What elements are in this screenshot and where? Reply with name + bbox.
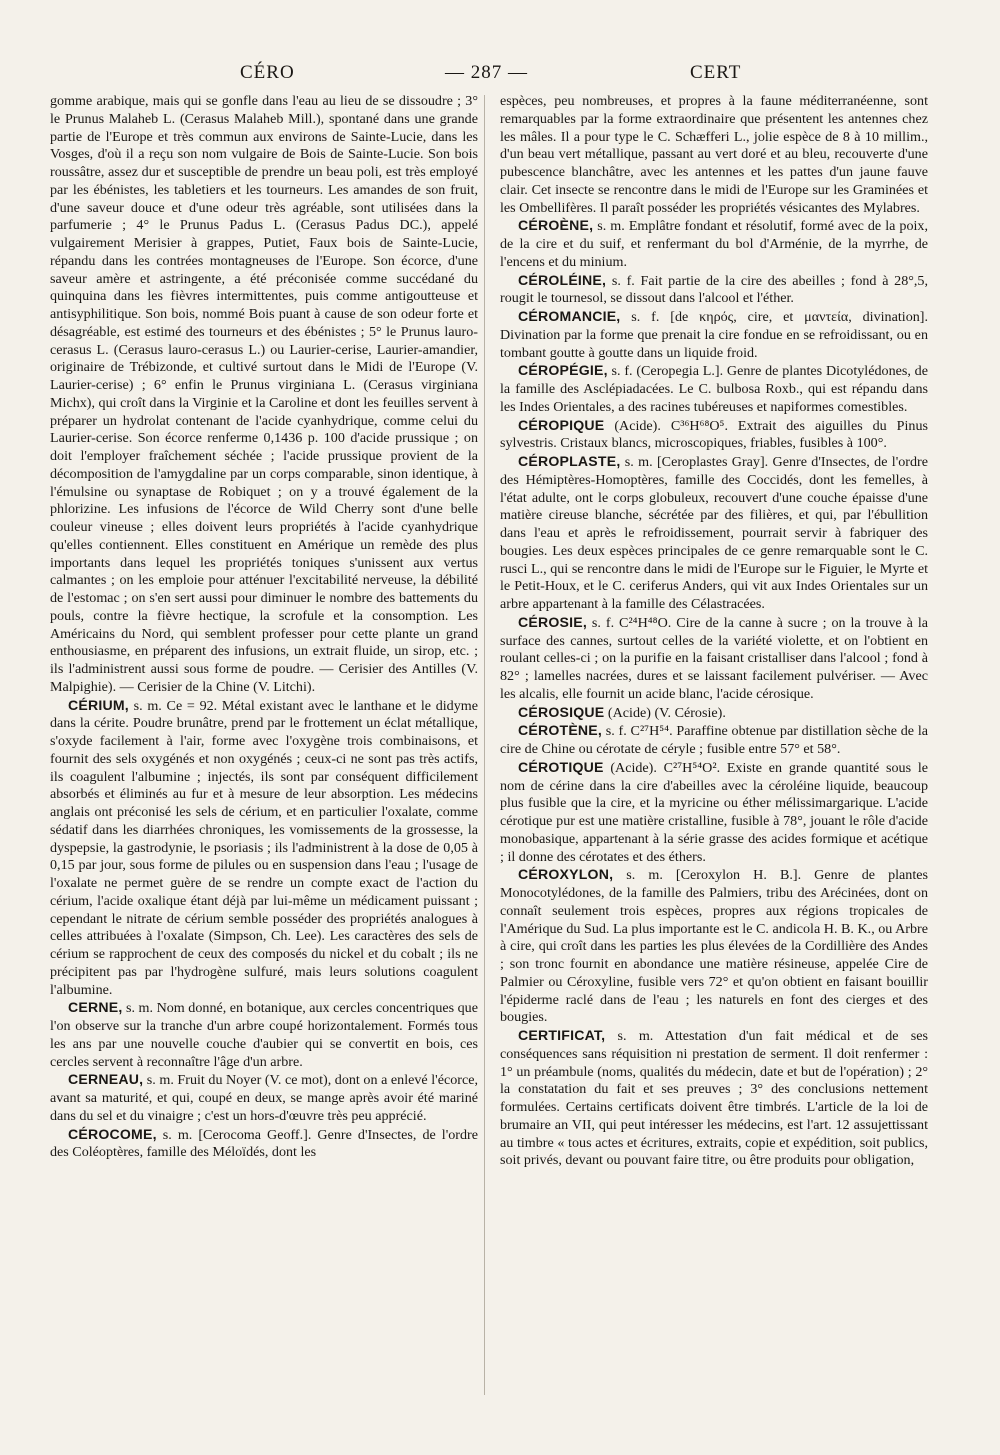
- page-header: [50, 62, 952, 84]
- entry-text: s. m. [Cerocoma Geoff.]. Genre d'Insectes, de l'ordre des Coléoptères, famille des Méloïdés, dont les: [50, 1126, 478, 1161]
- continued-text: gomme arabique, mais qui se gonfle dans l'eau au lieu de se dissoudre ; 3° le Prunus Malaheb L. (Cerasus Malaheb Mill.), spontané dans une grande partie de l'Europe et très commun aux environs de Sainte-Lucie, dans les Vosges, d'où il a reçu son nom vulgaire de Bois de Sainte-Lucie. Son bois roussâtre, assez dur et susceptible de prendre un beau poli, est très employé par les ébénistes, les tabletiers et les tourneurs. Les amandes de son fruit, d'une saveur douce et d'une odeur très agréable, sont utilisées dans la parfumerie ; 4° le Prunus Padus L. (Cerasus Padus DC.), appelé vulgairement Merisier à grappes, Putiet, Faux bois de Sainte-Lucie, répandu dans les contrées montagneuses de l'Europe. Son écorce, d'une saveur amère et astringente, a été préconisée comme succédané du quinquina dans les fièvres intermittentes, puis comme antigoutteuse et antisyphilitique. Son bois, nommé Bois puant à cause de son odeur forte et désagréable, est estimé des tourneurs et des ébénistes ; 5° le Prunus lauro-cerasus L. (Cerasus lauro-cerasus L.) ou Laurier-cerise, Laurier-amandier, originaire de Trébizonde, et cultivé surtout dans le Midi de l'Europe (V. Laurier-cerise) ; 6° enfin le Prunus virginiana L. (Cerasus virginiana Michx), qui croît dans la Virginie et la Caroline et dont les feuilles servent à préparer un hydrolat contenant de l'acide cyanhydrique, comme celui du Laurier-cerise. Son écorce renferme 0,1436 p. 100 d'acide prussique ; on doit l'employer fraîchement séchée ; l'acide prussique provient de la décomposition de l'amygdaline par un corps comparable, sinon identique, à l'émulsine ou synaptase de Robiquet ; on y a trouvé également de la phlorizine. Les infusions de l'écorce de Wild Cherry sont d'une belle couleur vineuse ; elles doivent leurs propriétés à l'acide cyanhydrique qu'elles contiennent. Elles constituent en Amérique un remède des plus importants dans lequel les propriétés toniques s'unissent aux vertus calmantes ; on les emploie pour atténuer l'excitabilité nerveuse, la débilité de l'estomac ; on s'en sert aussi pour diminuer le nombre des battements du pouls, contre la fièvre hectique, la scrofule et la consomption. Les Américains du Nord, qui semblent professer pour cette plante un grand enthousiasme, en préparent des infusions, un extrait fluide, un sirop, etc. ; ils l'administrent aussi sous forme de poudre. — Cerisier des Antilles (V. Malpighie). — Cerisier de la Chine (V. Litchi).: [50, 93, 478, 695]
- entry-text: (Acide). C³⁶H⁶⁸O⁵. Extrait des aiguilles du Pinus sylvestris. Cristaux blancs, microscopiques, friables, fusibles à 100°.: [500, 417, 928, 452]
- entry-text: s. m. [Ceroxylon H. B.]. Genre de plantes Monocotylédones, de la famille des Palmiers, tribu des Arécinées, dont on connaît seulement trois espèces, propres aux régions tropicales de l'Amérique du Sud. La plus importante est le C. andicola H. B. K., ou Arbre à cire, qui croît dans les parties les plus élevées de la Cordillière des Andes ; son tronc fournit en abondance une matière résineuse, appelée Cire de Palmier ou Céroxyline, fusible vers 72° et qu'on obtient en faisant bouillir l'épiderme raclé dans de l'eau ; les naturels en font des cierges et des bougies.: [500, 867, 928, 1026]
- dictionary-entry: [500, 362, 928, 416]
- entry-text: s. m. Nom donné, en botanique, aux cercles concentriques que l'on observe sur la tranche d'un arbre coupé horizontalement. Formés tous les ans par une nouvelle couche d'aubier qui se convertit en bois, ces cercles servent à reconnaître l'âge d'un arbre.: [50, 1000, 478, 1070]
- header-right-guideword: CERT: [690, 62, 742, 83]
- right-column: [500, 93, 928, 1170]
- entry-text: (Acide). C²⁷H⁵⁴O². Existe en grande quantité sous le nom de cérine dans la cire d'abeilles avec la céroléine liquide, beaucoup plus fusible que la cire, et la myricine ou éther mélissimargarique. L'acide cérotique pur est une matière cristalline, fusible à 78°, jouant le rôle d'acide monobasique, appartenant à la série grasse des acides formique et acétique ; il donne des cérotates et des éthers.: [500, 759, 928, 865]
- dictionary-entry: [50, 1126, 478, 1163]
- entry-headword: CÉROSIQUE: [518, 703, 605, 720]
- dictionary-entry: [500, 217, 928, 271]
- entry-headword: CÉROPÉGIE,: [518, 362, 608, 379]
- entry-text: s. f. C²⁴H⁴⁸O. Cire de la canne à sucre ; on la trouve à la surface des cannes, surtout celles de la variété violette, et on l'obtient en roulant celles-ci ; on la purifie en la faisant cristalliser dans l'alcool ; fond à 82° ; lamelles nacrées, dures et se laissant facilement pulvériser. — Avec les alcalis, elle fournit un acide blanc, l'acide cérosique.: [500, 614, 928, 702]
- column-divider: [484, 95, 485, 1395]
- left-column: [50, 93, 478, 1162]
- dictionary-entry: [500, 1027, 928, 1170]
- entry-text: s. m. Fruit du Noyer (V. ce mot), dont on a enlevé l'écorce, avant sa maturité, et qui, coupé en deux, se mange après avoir été mariné dans du sel et du vinaigre ; c'est un hors-d'œuvre très peu apprécié.: [50, 1072, 478, 1124]
- entry-text: s. f. C²⁷H⁵⁴. Paraffine obtenue par distillation sèche de la cire de Chine ou cérotate de céryle ; fusible entre 57° et 58°.: [500, 723, 928, 757]
- entry-headword: CÉROCOME,: [68, 1125, 157, 1142]
- page-number: — 287 —: [445, 62, 528, 83]
- entry-headword: CÉRIUM,: [68, 696, 129, 713]
- entry-text: s. m. Emplâtre fondant et résolutif, formé avec de la poix, de la cire et du suif, et renfermant du bol d'Arménie, de la myrrhe, de l'encens et du minium.: [500, 218, 928, 270]
- entry-headword: CERTIFICAT,: [518, 1027, 606, 1043]
- entry-headword: CÉROTIQUE: [518, 758, 604, 775]
- continued-text: espèces, peu nombreuses, et propres à la faune méditerranéenne, sont remarquables par la forme extraordinaire que présentent les antennes chez les mâles. Il a pour type le C. Schæfferi L., jolie espèce de 8 à 10 millim., d'un beau vert métallique, passant au vert doré et au bleu, recouverte d'une pubescence blanchâtre, avec les antennes et les pattes d'un jaune fauve clair. Cet insecte se rencontre dans le midi de l'Europe sur les Graminées et les Ombellifères. Il paraît posséder les propriétés vésicantes des Mylabres.: [500, 93, 928, 216]
- entry-text: s. m. [Ceroplastes Gray]. Genre d'Insectes, de l'ordre des Hémiptères-Homoptères, famille des Coccidés, dont les femelles, à l'état adulte, ont le corps globuleux, recouvert d'une couche épaisse d'une matière cireuse blanche, sécrétée par des filières, et qui, par l'ébullition dans l'eau et après le refroidissement, pourrait servir à fabriquer des bougies. Les deux espèces principales de ce genre remarquable sont le C. rusci L., qui se rencontre dans le midi de l'Europe sur le Figuier, le Myrte et le Petit-Houx, et le C. ceriferus Anders, qui vit aux Indes Orientales sur un arbre appartenant à la famille des Célastracées.: [500, 454, 928, 612]
- entry-text: s. f. (Ceropegia L.]. Genre de plantes Dicotylédones, de la famille des Asclépiadacées. Le C. bulbosa Roxb., qui est répandu dans les Indes Orientales, a des racines tubéreuses et napiformes comestibles.: [500, 363, 928, 415]
- entry-headword: CÉROSIE,: [518, 613, 587, 630]
- entry-text: s. m. Attestation d'un fait médical et de ses conséquences sans réquisition ni prestation de serment. Il doit renfermer : 1° un préambule (noms, qualités du médecin, date et but de l'opération) ; 2° la constatation du fait et ses preuves ; 3° des conclusions nettement formulées. Certains certificats doivent être timbrés. L'article de la loi de brumaire an VII, qui peut intéresser les médecins, est l'art. 12 assujettissant au timbre « tous actes et écritures, extraits, copie et expédition, soit publics, soit privés, devant ou pouvant faire titre, ou être produits pour obligation,: [500, 1028, 928, 1169]
- dictionary-entry: [500, 704, 928, 723]
- dictionary-entry: [500, 759, 928, 867]
- entry-headword: CERNE,: [68, 999, 123, 1016]
- entry-headword: CÉROMANCIE,: [518, 308, 621, 324]
- entry-headword: CÉROXYLON,: [518, 866, 614, 883]
- dictionary-entry: [500, 272, 928, 309]
- header-left-guideword: CÉRO: [240, 62, 295, 83]
- dictionary-entry: [500, 722, 928, 759]
- entry-text: (Acide) (V. Cérosie).: [604, 704, 726, 721]
- entry-headword: CÉROPLASTE,: [518, 453, 621, 469]
- dictionary-entry: [500, 866, 928, 1027]
- dictionary-entry: [50, 697, 478, 1000]
- entry-headword: CÉROÈNE,: [518, 217, 594, 234]
- entry-text: s. m. Ce = 92. Métal existant avec le lanthane et le didyme dans la cérite. Poudre brunâtre, prend par le frottement un éclat métallique, s'oxyde facilement à l'air, forme avec l'oxygène trois combinaisons, et fournit des sels oxygénés et non oxygénés ; ceux-ci ne sont pas très actifs, ils coagulent l'albumine ; injectés, ils sont par conséquent difficilement absorbés et éliminés au fur et à mesure de leur absorption. Les médecins anglais ont préconisé les sels de cérium, et en particulier l'oxalate, comme sédatif dans les diarrhées chroniques, les vomissements de la grossesse, la dyspepsie, la gastrodynie, le psoriasis ; ils l'administrent à la dose de 0,05 à 0,15 par jour, sous forme de pilules ou en suspension dans l'eau ; l'usage de l'oxalate ne permet guère de se rendre un compte exact de l'action du cérium, l'acide oxalique étant déjà par lui-même un médicament puissant ; cependant le nitrate de cérium semble posséder des propriétés analogues à celles attribuées à l'oxalate (Simpson, Ch. Lee). Les caractères des sels de cérium se rapprochent de ceux des composés du nickel et du cobalt ; ils ne précipitent pas par l'hydrogène sulfuré, mais leurs solutions coagulent l'albumine.: [50, 697, 478, 998]
- entry-headword: CÉROPIQUE: [518, 416, 605, 433]
- dictionary-entry: [500, 308, 928, 362]
- entry-headword: CÉROLÉINE,: [518, 271, 607, 288]
- dictionary-entry: [500, 417, 928, 454]
- entry-text: s. f. Fait partie de la cire des abeilles ; fond à 28°,5, rougit le tournesol, se dissout dans l'alcool et l'éther.: [500, 272, 928, 307]
- dictionary-entry: [500, 614, 928, 704]
- entry-headword: CÉROTÈNE,: [518, 722, 603, 739]
- dictionary-entry: [50, 999, 478, 1071]
- dictionary-entry: [50, 1071, 478, 1125]
- entry-text: s. f. [de κηρός, cire, et μαντεία, divination]. Divination par la forme que prenait la cire fondue en se refroidissant, ou en tombant goutte à goutte dans un liquide froid.: [500, 309, 928, 361]
- entry-headword: CERNEAU,: [68, 1071, 144, 1088]
- dictionary-entry: [500, 453, 928, 614]
